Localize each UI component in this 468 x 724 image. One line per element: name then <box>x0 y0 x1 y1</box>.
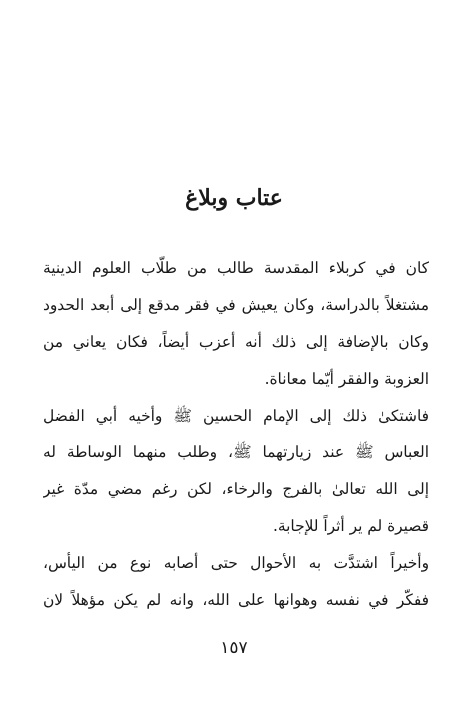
text-line: إلى الله تعالىٰ بالفرج والرخاء، لكن رغم مضي مدّة غير <box>43 480 429 499</box>
text-line: وكان بالإضافة إلى ذلك أنه أعزب أيضاً، فكان يعاني من <box>43 332 429 351</box>
chapter-title: عتاب وبلاغ <box>185 185 283 211</box>
text-line: قصيرة لم ير أثراً للإجابة. <box>272 517 429 536</box>
text-line: وأخيراً اشتدَّت به الأحوال حتى أصابه نوع من اليأس، <box>43 554 429 573</box>
text-line: كان في كربلاء المقدسة طالب من طلّاب العلوم الدينية <box>43 259 429 277</box>
text-line: العزوبة والفقر أيّما معاناة. <box>264 369 429 388</box>
text-line: العباس ﷺ عند زيارتهما ﷺ، وطلب منهما الوساطة له <box>43 443 429 462</box>
body-text <box>43 250 429 619</box>
text-line: فاشتكىٰ ذلك إلى الإمام الحسين ﷺ وأخيه أبي الفضل <box>43 406 429 425</box>
text-line: مشتغلاً بالدراسة، وكان يعيش في فقر مدقع إلى أبعد الحدود <box>43 295 429 314</box>
page-number: ١٥٧ <box>220 638 248 658</box>
text-line: ففكّر في نفسه وهوانها على الله، وانه لم يكن مؤهلاً لان <box>43 591 429 610</box>
